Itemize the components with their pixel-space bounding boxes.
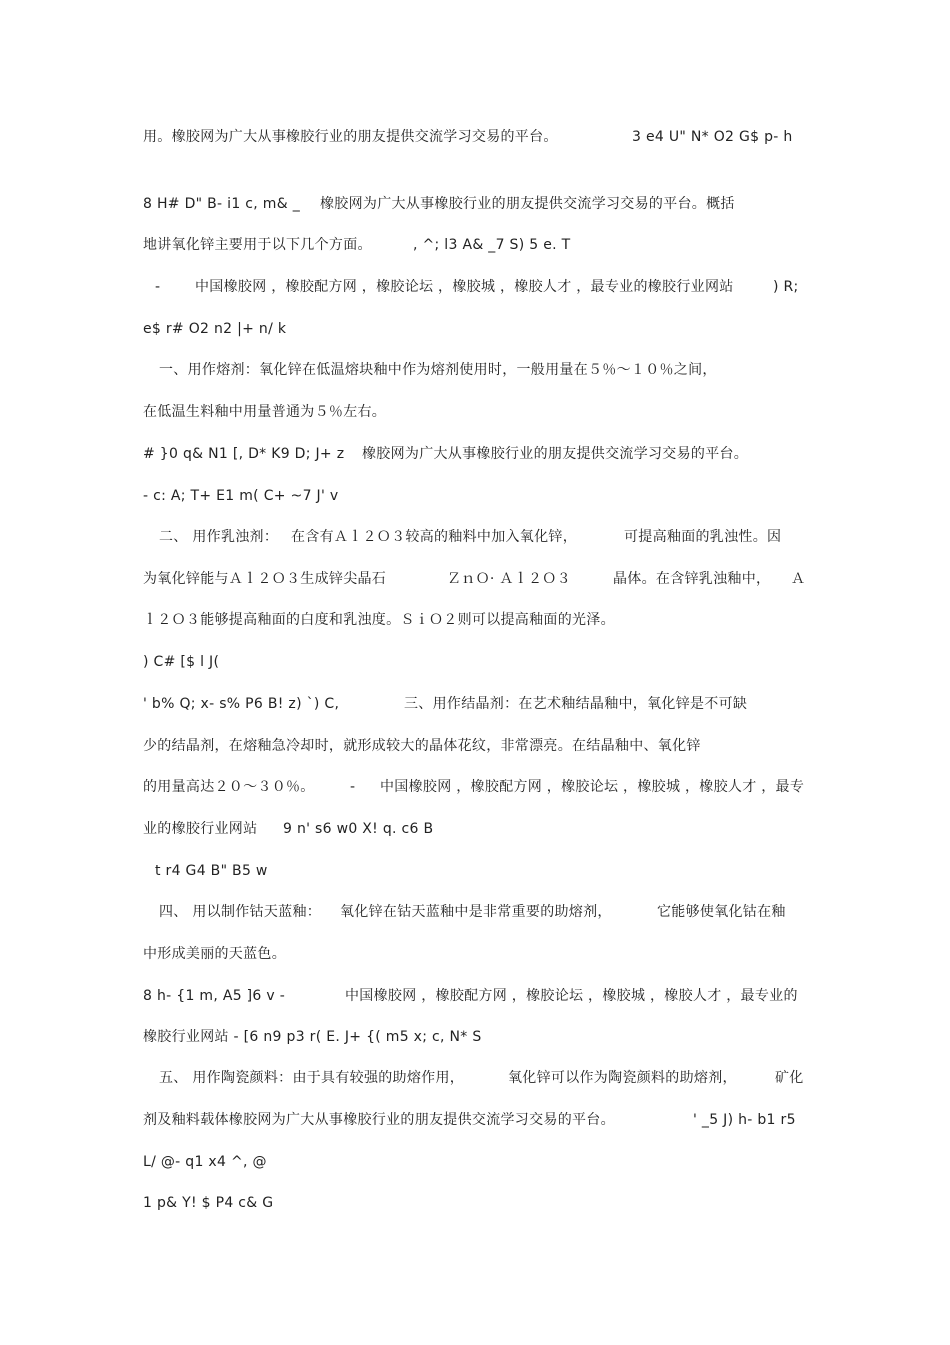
text-segment: 五、 用作陶瓷颜料：由于具有较强的助熔作用， bbox=[159, 1070, 465, 1086]
text-segment: t r4 G4 B" B5 w bbox=[155, 863, 268, 879]
text-segment: Ａ bbox=[791, 571, 806, 587]
text-segment: , ^; l3 A& _7 S) 5 e. T bbox=[413, 237, 571, 253]
text-segment: ) C# [$ l J( bbox=[143, 654, 220, 670]
text-segment: 1 p& Y! $ P4 c& G bbox=[143, 1195, 274, 1211]
text-segment: ｌ２Ｏ３能够提高釉面的白度和乳浊度。ＳｉＯ２则可以提高釉面的光泽。 bbox=[143, 612, 615, 628]
text-segment: 中国橡胶网 ，橡胶配方网 ，橡胶论坛 ，橡胶城 ，橡胶人才 ，最专 bbox=[380, 779, 805, 795]
text-segment: 用。橡胶网为广大从事橡胶行业的朋友提供交流学习交易的平台。 bbox=[143, 129, 558, 145]
text-segment: ) R; bbox=[773, 279, 799, 295]
text-segment: 剂及釉料载体橡胶网为广大从事橡胶行业的朋友提供交流学习交易的平台。 bbox=[143, 1112, 615, 1128]
text-segment: 橡胶行业网站 - [6 n9 p3 r( E. J+ {( m5 x; c, N* S bbox=[143, 1029, 482, 1045]
text-segment: 可提高釉面的乳浊性。因 bbox=[624, 529, 782, 545]
text-segment: ' b% Q; x- s% P6 B! z) `) C, bbox=[143, 696, 340, 712]
text-segment: - bbox=[155, 279, 161, 295]
text-segment: 三、用作结晶剂：在艺术釉结晶釉中，氧化锌是不可缺 bbox=[404, 696, 748, 712]
text-segment: 在低温生料釉中用量普通为５％左右。 bbox=[143, 404, 387, 420]
text-segment: 8 H# D" B- i1 c, m& _ bbox=[143, 196, 300, 212]
text-segment: # }0 q& N1 [, D* K9 D; J+ z bbox=[143, 446, 345, 462]
text-segment: 中国橡胶网 ，橡胶配方网 ，橡胶论坛 ，橡胶城 ，橡胶人才 ，最专业的 bbox=[345, 988, 798, 1004]
text-segment: 晶体。在含锌乳浊釉中， bbox=[613, 571, 771, 587]
text-segment: 橡胶网为广大从事橡胶行业的朋友提供交流学习交易的平台。概括 bbox=[320, 196, 735, 212]
text-segment: 中形成美丽的天蓝色。 bbox=[143, 946, 286, 962]
text-segment: - c: A; T+ E1 m( C+ ~7 J' v bbox=[143, 488, 339, 504]
text-segment: 3 e4 U" N* O2 G$ p- h bbox=[632, 129, 793, 145]
text-segment: e$ r# O2 n2 |+ n/ k bbox=[143, 321, 287, 337]
text-segment: 一、用作熔剂：氧化锌在低温熔块釉中作为熔剂使用时，一般用量在５％～１０％之间， bbox=[159, 362, 717, 378]
text-segment: 少的结晶剂，在熔釉急冷却时，就形成较大的晶体花纹，非常漂亮。在结晶釉中、氧化锌 bbox=[143, 738, 701, 754]
text-segment: 氧化锌在钴天蓝釉中是非常重要的助熔剂， bbox=[340, 904, 612, 920]
text-segment: 在含有Ａｌ２Ｏ３较高的釉料中加入氧化锌， bbox=[291, 529, 577, 545]
text-segment: 8 h- {1 m, A5 ]6 v - bbox=[143, 988, 286, 1004]
text-segment: ' _5 J) h- b1 r5 bbox=[693, 1112, 796, 1128]
text-segment: 中国橡胶网 ，橡胶配方网 ，橡胶论坛 ，橡胶城 ，橡胶人才 ，最专业的橡胶行业网站 bbox=[195, 279, 734, 295]
text-segment: - bbox=[350, 779, 356, 795]
text-segment: 的用量高达２０～３０％。 bbox=[143, 779, 315, 795]
text-segment: L/ @- q1 x4 ^, @ bbox=[143, 1154, 267, 1170]
text-segment: 业的橡胶行业网站 bbox=[143, 821, 258, 837]
text-segment: 二、 用作乳浊剂： bbox=[159, 529, 279, 545]
text-segment: 为氧化锌能与Ａｌ２Ｏ３生成锌尖晶石 bbox=[143, 571, 387, 587]
text-segment: 四、 用以制作钴天蓝釉： bbox=[159, 904, 322, 920]
text-segment: 氧化锌可以作为陶瓷颜料的助熔剂， bbox=[508, 1070, 737, 1086]
text-segment: 它能够使氧化钴在釉 bbox=[657, 904, 786, 920]
text-segment: ＺｎＯ· Ａｌ２Ｏ３ bbox=[447, 571, 571, 587]
text-segment: 橡胶网为广大从事橡胶行业的朋友提供交流学习交易的平台。 bbox=[362, 446, 749, 462]
text-segment: 地讲氧化锌主要用于以下几个方面。 bbox=[143, 237, 372, 253]
text-segment: 9 n' s6 w0 X! q. c6 B bbox=[283, 821, 434, 837]
text-segment: 矿化 bbox=[775, 1070, 804, 1086]
